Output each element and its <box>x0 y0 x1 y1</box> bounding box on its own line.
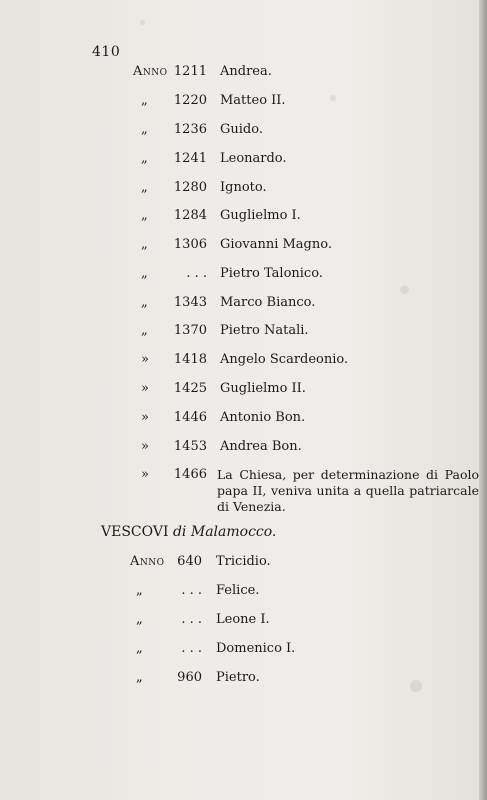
entry-mark: » <box>141 381 149 396</box>
entry-mark: „ <box>141 93 148 108</box>
entry-year: 1236 <box>173 122 207 137</box>
entry-year: . . . <box>181 641 202 656</box>
list-entry <box>0 439 487 459</box>
section-title-italic: di Malamocco. <box>172 524 277 540</box>
entry-year: . . . <box>186 266 207 281</box>
list-entry <box>0 237 487 257</box>
list-entry <box>0 323 487 343</box>
entry-year: 1284 <box>173 208 207 223</box>
list-entry <box>0 670 487 690</box>
entry-year: 1211 <box>173 64 207 79</box>
entry-mark: „ <box>141 208 148 223</box>
list-entry <box>0 93 487 113</box>
entry-mark: „ <box>141 323 148 338</box>
entry-name: Pietro Natali. <box>220 323 309 338</box>
paper-spot <box>140 20 145 25</box>
section-title-main: VESCOVI <box>101 524 169 540</box>
entry-name: Pietro Talonico. <box>220 266 323 281</box>
entry-year: 1241 <box>173 151 207 166</box>
entry-year: 1306 <box>173 237 207 252</box>
entry-mark: » <box>141 410 149 425</box>
entry-year: 1425 <box>173 381 207 396</box>
entry-name: Guglielmo II. <box>220 381 306 396</box>
list-entry <box>0 295 487 315</box>
entry-mark: „ <box>136 670 143 685</box>
list-entry <box>0 64 487 84</box>
section-title <box>101 524 276 540</box>
entry-mark: „ <box>141 266 148 281</box>
list-entry <box>0 208 487 228</box>
entry-year: 960 <box>177 670 202 685</box>
entry-name: Guido. <box>220 122 263 137</box>
entry-name: Guglielmo I. <box>220 208 301 223</box>
entry-name: Matteo II. <box>220 93 286 108</box>
entry-year: 1453 <box>173 439 207 454</box>
list-entry <box>0 151 487 171</box>
entry-mark: „ <box>141 295 148 310</box>
list-entry <box>0 352 487 372</box>
entry-note-1466: La Chiesa, per determinazione di Paolo papa II, veniva unita a quella patriarcale di Venezia. <box>217 467 479 514</box>
entry-mark: „ <box>141 151 148 166</box>
entry-name: Angelo Scardeonio. <box>220 352 349 367</box>
list-entry <box>0 612 487 632</box>
entry-name: Pietro. <box>216 670 260 685</box>
entry-year: 1418 <box>173 352 207 367</box>
list-entry <box>0 381 487 401</box>
entry-name: Antonio Bon. <box>220 410 306 425</box>
list-entry <box>0 410 487 430</box>
entry-mark: „ <box>136 583 143 598</box>
entry-year: 1280 <box>173 180 207 195</box>
entry-year: 1446 <box>173 410 207 425</box>
entry-name: Leonardo. <box>220 151 287 166</box>
entry-mark: „ <box>141 122 148 137</box>
entry-year: 1220 <box>173 93 207 108</box>
entry-mark: „ <box>136 641 143 656</box>
entry-year: 1466 <box>173 467 207 482</box>
entry-name: Marco Bianco. <box>220 295 316 310</box>
list-entry <box>0 180 487 200</box>
paper-spot <box>400 285 409 294</box>
entry-name: Giovanni Magno. <box>220 237 332 252</box>
entry-year: . . . <box>181 583 202 598</box>
entry-mark: » <box>141 352 149 367</box>
entry-name: Domenico I. <box>216 641 296 656</box>
entry-name: Leone I. <box>216 612 270 627</box>
list-entry <box>0 554 487 574</box>
page-number: 410 <box>92 44 121 60</box>
entry-year: 640 <box>177 554 202 569</box>
entry-mark: Anno <box>130 554 165 569</box>
entry-mark: » <box>141 439 149 454</box>
entry-name: Andrea. <box>220 64 272 79</box>
entry-mark: „ <box>136 612 143 627</box>
list-entry <box>0 266 487 286</box>
entry-mark: „ <box>141 237 148 252</box>
entry-year: . . . <box>181 612 202 627</box>
list-entry <box>0 122 487 142</box>
entry-name: Felice. <box>216 583 260 598</box>
entry-mark: Anno <box>133 64 168 79</box>
list-entry <box>0 641 487 661</box>
entry-name: Ignoto. <box>220 180 267 195</box>
entry-mark: „ <box>141 180 148 195</box>
entry-name: Andrea Bon. <box>220 439 302 454</box>
entry-mark: » <box>141 467 149 482</box>
entry-name: Tricidio. <box>216 554 271 569</box>
list-entry <box>0 583 487 603</box>
entry-year: 1343 <box>173 295 207 310</box>
entry-year: 1370 <box>173 323 207 338</box>
